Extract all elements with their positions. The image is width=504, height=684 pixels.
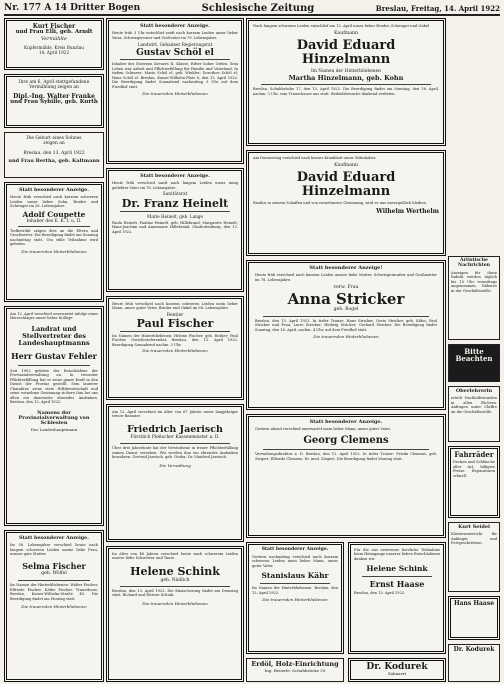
- obit-signature: Martha Hinzelmann, geb. Kohn: [288, 73, 404, 82]
- obit-body: Heute früh verschied nach kurzem schweren Leiden unser lieber Sohn, Bruder und Schwager im 26. Lebensjahre.: [10, 195, 98, 208]
- obit-body: Im Alter von 46 Jahren verschied heute nach schwerem Leiden unsere liebe Schwester und Tante: [112, 552, 238, 561]
- small-ad-7: [448, 644, 500, 682]
- obit-signature: Die trauernden Hinterbliebenen: [313, 334, 379, 340]
- ad-title: Dr. Kodurek: [453, 646, 495, 653]
- obit-name: Friedrich Jaerisch: [127, 423, 223, 435]
- obit-heading: Statt besonderer Anzeige.: [19, 187, 89, 193]
- column-1: [4, 18, 104, 682]
- ad-title: Bitte Beachten: [455, 347, 493, 364]
- ad-line: Vermählte: [40, 36, 67, 43]
- obit-body: Heute früh verschied nach kurzem schweren Leiden mein lieber Mann, unser guter Vater, Bruder und Onkel im 68. Lebensjahre.: [112, 302, 238, 311]
- ad-furniture: [246, 658, 344, 682]
- obituary-jaerisch: Am 12. April verschied im Alter von 67 Jahren unser langjähriger treuer Beamter Friedrich Jaerisch Fürstlich Pleßscher Kassenmeister a. D. Über drei Jahrzehnte hat der Verstorbene in treuer Pflichterfüllung seinen Dienst versehen. Wir werden ihm ein ehrendes Andenken bewahren. Gertrud Jaerisch, geb. Gruba; Dr. Manfred Jaerisch. Die Verwaltung: [106, 404, 244, 542]
- ad-line: Die Geburt eines Sohnes: [26, 136, 82, 141]
- obit-name: Herr Gustav Fehler: [11, 351, 97, 362]
- obit-body: Am Donnerstag verschied nach kurzer Krankheit unser Mitinhaber: [253, 156, 376, 160]
- obit-body: Nach langem schweren Leiden entschlief am 12. April unser lieber Bruder, Schwager und Onkel: [253, 24, 430, 28]
- notice-haase: Für die uns erwiesene herzliche Teilnahme beim Heimgange unserer lieben Entschlafenen danken wir. Helene Schink Ernst Haase Breslau, den 13. April 1922.: [348, 542, 446, 654]
- obit-body: Am 12. April verschied unerwartet infolge eines Herzschlages unser lieber Kollege: [10, 312, 98, 321]
- notice-signature: Ernst Haase: [369, 579, 425, 590]
- ad-line: zeigen an: [43, 141, 65, 147]
- ad-subtitle: Zahnarzt: [387, 671, 407, 677]
- small-ad-2: [448, 344, 500, 382]
- obit-body: Heute früh 3 Uhr entschlief sanft nach kurzem Leiden unser lieber Vater, Schwiegervater und Großvater im 79. Lebensjahre.: [112, 31, 238, 40]
- ad-line: und Frau Sybille, geb. Kurth: [10, 98, 98, 105]
- wedding-announcement-1: [4, 18, 104, 70]
- obit-name: Selma Fischer: [22, 561, 86, 572]
- obit-signature: Wilhelm Werthelm: [376, 207, 439, 215]
- obit-signature: Die trauernden Hinterbliebenen: [21, 604, 87, 610]
- obit-heading: Statt besonderer Anzeige.: [140, 173, 210, 179]
- obit-name: Adolf Coupette: [22, 210, 86, 220]
- ad-line: Breslau, den 13. April 1922: [23, 150, 85, 156]
- ad-title: Dr. Kodurek: [366, 662, 428, 672]
- obituary-coupette: Statt besonderer Anzeige. Heute früh verschied nach kurzem schweren Leiden unser lieber Sohn, Bruder und Schwager im 26. Lebensjahre. Adolf Coupette Inhaber des E. K. I. u. II. Tiefbetrübt zeigen dies an die Eltern und Geschwister. Die Beerdigung findet am Sonntag nachmittag statt. Um stille Teilnahme wird gebeten. Die trauernden Hinterbliebenen: [4, 182, 104, 302]
- ad-address: Ing. Beuerle, Schuhbrücke 59: [264, 667, 326, 673]
- obituary-anna-stricker: Statt besonderer Anzeige! Heute früh verschied nach kurzem Leiden unsere liebe Mutter, Schwiegermutter und Großmutter im 78. Lebensjahre. verw. Frau Anna Stricker geb. Bogel Breslau, den 13. April 1922. In tiefer Trauer: Hans Stricker, Grete Stricker, geb. Kühn; Paul Stricker und Frau; Lucie Stricker; Hedwig Stricker; Gerhard Stricker. Die Beerdigung findet Sonntag, den 16. April, nachm. 4 Uhr, auf dem Friedhof statt. Die trauernden Hinterbliebenen: [246, 260, 446, 410]
- notice-name: Helene Schink: [366, 564, 428, 574]
- obit-subtitle: geb. Wölfel: [41, 570, 67, 576]
- ad-line: 14. April 1922: [38, 50, 70, 56]
- obit-name: Anna Stricker: [287, 289, 405, 308]
- obit-prefix: Kaufmann: [334, 163, 358, 169]
- obit-name: Helene Schink: [130, 564, 220, 578]
- obit-title: Fürstlich Pleßscher Kassenmeister a. D.: [130, 434, 220, 440]
- obituary-heinelt: Statt besonderer Anzeige. Heute früh verschied sanft nach langem Leiden unser innig geliebter Vater im 78. Lebensjahre. Sanitätsrat Dr. Franz Heinelt Marie Heinelt, geb. Lange Paula Heinelt, Pauline Heinelt, geb. Hillebrand; Margarete Heinelt; Hans-Joachim und Annemarie Hillebrand. Charlottenburg, den 12. April 1922.: [106, 168, 244, 292]
- obit-title: Landrat und Stellvertreter des Landeshauptmanns: [18, 324, 90, 347]
- obit-heading: Statt besonderer Anzeige.: [261, 547, 329, 552]
- obit-signature: Die trauernden Hinterbliebenen: [142, 91, 208, 97]
- birth-announcement: [4, 132, 104, 178]
- obit-heading: Statt besonderer Anzeige!: [309, 265, 383, 271]
- obituary-helene-schink: Im Alter von 46 Jahren verschied heute nach schwerem Leiden unsere liebe Schwester und Tante Helene Schink geb. Nädlich Breslau, den 13. April 1922. Die Einäscherung findet am Dienstag statt. Richard und Werner Schink. Die trauernden Hinterbliebenen: [106, 546, 244, 682]
- obit-body: Am 12. April verschied im Alter von 67 Jahren unser langjähriger treuer Beamter: [112, 410, 238, 419]
- obituary-paul-fischer: Heute früh verschied nach kurzem schweren Leiden mein lieber Mann, unser guter Vater, Bruder und Onkel im 68. Lebensjahre. Rentier Paul Fischer Im Namen der Hinterbliebenen: Helene Fischer, geb. Rother; Paul Fischer, Gerichtsreferendar. Breslau, den 13. April 1922. Beerdigung Sonnabend nachm. 3 Uhr. Die trauernden Hinterbliebenen: [106, 296, 244, 400]
- obit-name: Dr. Franz Heinelt: [121, 197, 229, 211]
- obit-signature: Die trauernden Hinterbliebenen: [142, 600, 208, 606]
- header-masthead: Schlesische Zeitung: [201, 2, 315, 14]
- small-ad-1: Artistische Nachrichten Anzeigen für diese Rubrik werden täglich bis 10 Uhr vormittags angenommen. Näheres in der Geschäftsstelle.: [448, 256, 500, 340]
- obit-body: Im 58. Lebensjahre verschied heute nach langem schweren Leiden meine liebe Frau, unsere gute Mutter.: [10, 543, 98, 556]
- ad-line: Kupfermühle, Kreis Bunzlau: [24, 45, 84, 51]
- small-ad-3: Oberlehrerin erteilt Nachhilfestunden in allen Fächern. Anfragen unter Chiffre an die Geschäftsstelle.: [448, 386, 500, 442]
- wedding-announcement-2: [4, 74, 104, 128]
- obit-prefix: verw. Frau: [333, 285, 359, 291]
- obit-signature: Namens der Provinzialverwaltung von Schlesien: [18, 409, 90, 427]
- obit-name: Paul Fischer: [136, 317, 214, 331]
- small-ad-5: Kurt Seidel Klavierunterricht für Anfänger und Fortgeschrittene.: [448, 522, 500, 592]
- obituary-selma-fischer: Statt besonderer Anzeige. Im 58. Lebensjahre verschied heute nach langem schweren Leiden meine liebe Frau, unsere gute Mutter. Selma Fischer geb. Wölfel Im Namen der Hinterbliebenen: Walter Fischer, Elfriede Fischer, Käthe Fischer. Trauerhaus: Breslau, Kaiser-Wilhelm-Straße 40. Die Beerdigung findet am Montag statt. Die trauernden Hinterbliebenen: [4, 530, 104, 682]
- ad-line: und Frau Bertha, geb. Kaltmann: [8, 157, 100, 164]
- ad-title: Artistische Nachrichten: [458, 258, 490, 268]
- obit-signature: Die Verwaltung: [159, 462, 191, 468]
- obit-name: David Eduard Hinzelmann: [296, 169, 396, 199]
- obit-heading: Statt besonderer Anzeige.: [19, 535, 89, 541]
- small-ad-4: Fahrräder Decken und Schläuche aller Art, billigste Preise. Reparaturen schnell.: [448, 446, 500, 518]
- obit-signature: Die trauernden Hinterbliebenen: [21, 248, 87, 254]
- obit-name: David Eduard Hinzelmann: [296, 37, 396, 67]
- obit-subtitle: Inhaber des E. K. I. u. II.: [26, 219, 82, 225]
- column-4: [448, 18, 500, 682]
- ad-title: Kurt Seidel: [458, 524, 490, 530]
- ad-title: Erdöl, Holz-Einrichtung: [251, 660, 339, 668]
- obit-body: Heute früh verschied nach kurzem Leiden unsere liebe Mutter, Schwiegermutter und Großmutter im 78. Lebensjahre.: [255, 273, 437, 282]
- obituary-schoel: Statt besonderer Anzeige. Heute früh 3 Uhr entschlief sanft nach kurzem Leiden unser lieber Vater, Schwiegervater und Großvater im 79. Lebensjahre. Landwirt, Gehaimer Regierungsrat Gustav Schöl el Inhaber des Eisernen Kreuzes II. Klasse, Ritter hoher Orden. Sein Leben war Arbeit und Pflichterfüllung für Familie und Vaterland. In tiefem Schmerz: Marie Schöl el, geb. Winkler; Dorothee Schöl el; Hans Schöl el. Breslau, Kaiser-Wilhelm-Platz 8, den 13. April 1922. Die Beerdigung findet Sonnabend nachmittag 3 Uhr auf dem Friedhof statt. Die trauernden Hinterbliebenen: [106, 18, 244, 164]
- obit-signature: Marie Heinelt, geb. Lange: [147, 213, 203, 219]
- obituary-kaehr: Statt besonderer Anzeige. Gestern nachmittag verschied nach kurzem schweren Leiden mein lieber Mann, unser guter Vater. Stanislaus Kähr Im Namen der Hinterbliebenen. Breslau, den 13. April 1922. Die trauernden Hinterbliebenen: [246, 542, 344, 654]
- ad-title: Oberlehrerin: [455, 388, 493, 394]
- obit-body: Gestern abend verschied unerwartet mein lieber Mann, unser guter Vater.: [255, 427, 391, 432]
- small-ad-6: [448, 596, 500, 640]
- column-2: [106, 18, 244, 682]
- obituary-hinzelmann-1: Nach langem schweren Leiden entschlief am 12. April unser lieber Bruder, Schwager und Onkel Kaufmann David Eduard Hinzelmann Im Namen der Hinterbliebenen Martha Hinzelmann, geb. Kohn Breslau, Schuhbrücke 17, den 13. April 1922. Die Beerdigung findet am Sonntag, den 16. April, nachm. 3 Uhr, vom Trauerhause aus statt. Beileidsbesuche dankend verbeten.: [246, 18, 446, 146]
- obit-name: Gustav Schöl el: [136, 48, 214, 59]
- obituary-fehler: Am 12. April verschied unerwartet infolge eines Herzschlages unser lieber Kollege Landrat und Stellvertreter des Landeshauptmanns Herr Gustav Fehler Seit 1902 gehörte der Entschlafene der Provinzialverwaltung an. In treuester Pflichterfüllung hat er seine ganze Kraft in den Dienst der Provinz gestellt. Sein lauterer Charakter, seine stete Hilfsbereitschaft und seine vornehme Gesinnung sichern ihm bei uns allen ein dauerndes ehrendes Andenken. Breslau, den 13. April 1922. Namens der Provinzialverwaltung von Schlesien Der Landeshauptmann: [4, 306, 104, 526]
- obit-name: Stanislaus Kähr: [261, 571, 329, 581]
- obit-prefix: Sanitätsrat: [162, 192, 188, 197]
- ad-title: Fahrräder: [454, 450, 494, 459]
- ad-line: Ihre am 6. April stattgefundene: [18, 80, 90, 85]
- obit-heading: Statt besonderer Anzeige.: [309, 419, 383, 425]
- obit-body: Heute früh verschied sanft nach langem Leiden unser innig geliebter Vater im 78. Lebensjahre.: [112, 181, 238, 190]
- header-date: Breslau, Freitag, 14. April 1922: [375, 3, 500, 13]
- obit-heading: Statt besonderer Anzeige.: [140, 23, 210, 29]
- page-header: [4, 2, 500, 16]
- ad-dentist: [348, 658, 446, 682]
- obit-name: Georg Clemens: [303, 434, 389, 446]
- ad-line: und Frau Elli, geb. Arndt: [15, 29, 93, 36]
- obit-subtitle: geb. Bogel: [333, 307, 359, 313]
- ad-line: Dipl.-Ing. Walter Franke: [13, 92, 95, 100]
- obituary-hinzelmann-2: Am Donnerstag verschied nach kurzer Krankheit unser Mitinhaber Kaufmann David Eduard Hinzelmann Rastlos in seinem Schaffen und von vornehmster Gesinnung, wird er uns unvergeßlich bleiben. Wilhelm Werthelm: [246, 150, 446, 256]
- column-3: [246, 18, 446, 682]
- obit-signature: Die trauernden Hinterbliebenen: [142, 348, 208, 354]
- obit-signature: Die trauernden Hinterbliebenen: [262, 597, 328, 603]
- obit-prefix: Kaufmann: [334, 31, 358, 37]
- obit-prefix: Rentier: [166, 312, 184, 318]
- obituary-clemens: Statt besonderer Anzeige. Gestern abend verschied unerwartet mein lieber Mann, unser guter Vater. Georg Clemens Verwaltungsdirektor a. D. Breslau, den 12. April 1922. In tiefer Trauer: Frieda Clemens, geb. Ziegert; Elfriede Clemens; Dr. med. Ziegert. Die Beerdigung findet Montag statt.: [246, 414, 446, 538]
- ad-line: Vermählung zeigen an: [29, 85, 79, 91]
- header-issue: Nr. 177 A 14 Dritter Bogen: [4, 3, 141, 13]
- obit-subtitle: geb. Nädlich: [160, 577, 190, 583]
- ad-title: Hans Haase: [453, 600, 495, 607]
- ad-line: Kurt Fischer: [32, 23, 76, 30]
